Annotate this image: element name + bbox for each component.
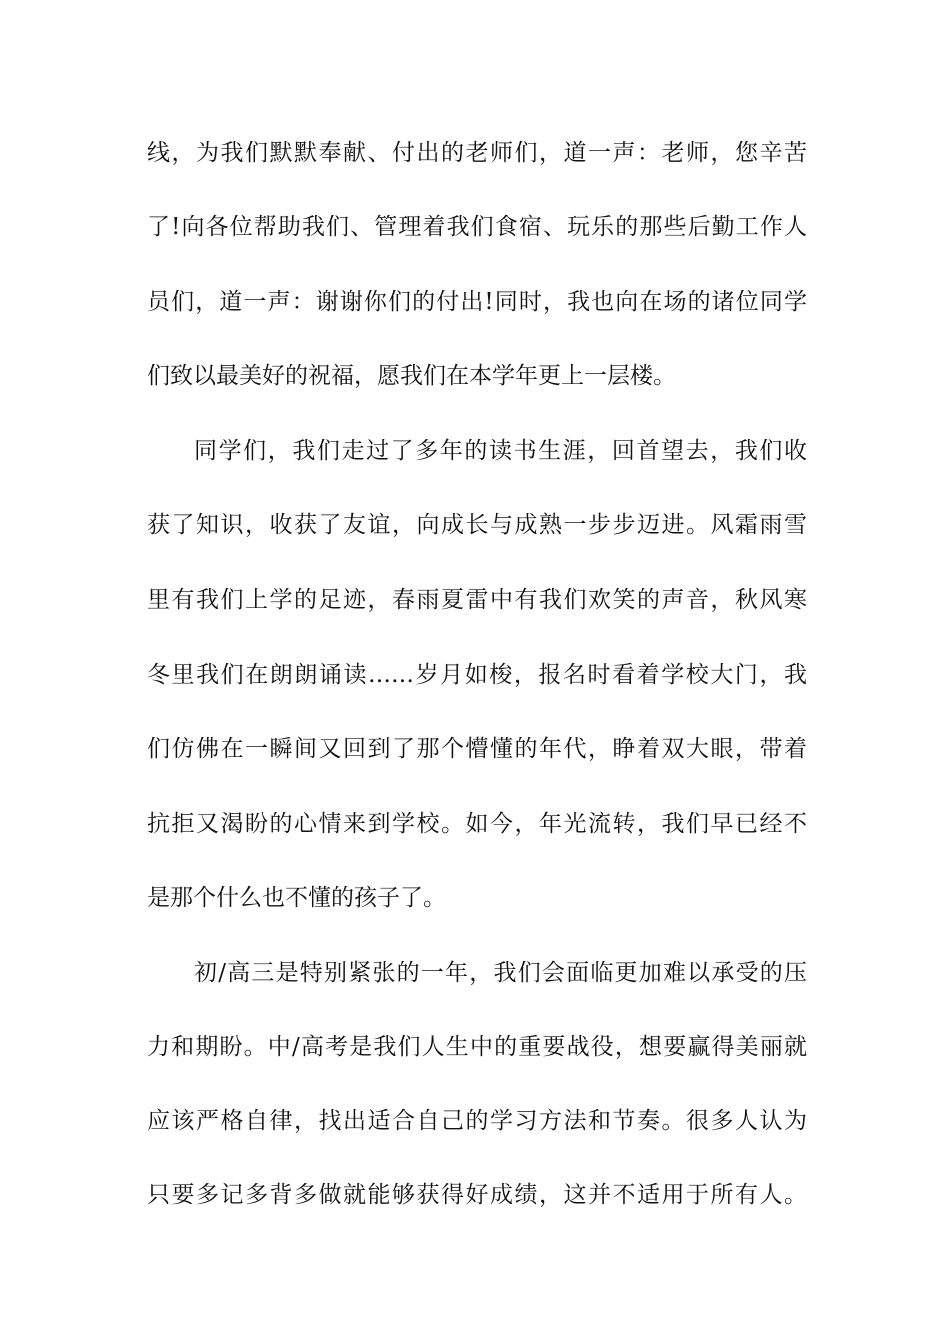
- paragraph-first-line: 同学们，我们走过了多年的读书生涯，回首望去，我们收: [194, 438, 807, 464]
- text-line: 只要多记多背多做就能够获得好成绩，这并不适用于所有人。: [147, 1182, 807, 1208]
- text-line: 力和期盼。中/高考是我们人生中的重要战役，想要赢得美丽就: [147, 1034, 807, 1060]
- text-line: 应该严格自律，找出适合自己的学习方法和节奏。很多人认为: [147, 1108, 807, 1134]
- text-line: 线，为我们默默奉献、付出的老师们，道一声：老师，您辛苦: [147, 140, 807, 166]
- text-line: 抗拒又渴盼的心情来到学校。如今，年光流转，我们早已经不: [147, 811, 807, 837]
- text-line: 们致以最美好的祝福，愿我们在本学年更上一层楼。: [147, 363, 676, 389]
- text-line: 里有我们上学的足迹，春雨夏雷中有我们欢笑的声音，秋风寒: [147, 587, 807, 613]
- text-line: 冬里我们在朗朗诵读……岁月如梭，报名时看着学校大门，我: [147, 662, 807, 688]
- text-line: 员们，道一声：谢谢你们的付出!同时，我也向在场的诸位同学: [147, 289, 807, 315]
- text-line: 们仿佛在一瞬间又回到了那个懵懂的年代，睁着双大眼，带着: [147, 736, 807, 762]
- paragraph-first-line: 初/高三是特别紧张的一年，我们会面临更加难以承受的压: [194, 960, 807, 986]
- text-line: 了!向各位帮助我们、管理着我们食宿、玩乐的那些后勤工作人: [147, 214, 807, 240]
- text-line: 是那个什么也不懂的孩子了。: [147, 885, 446, 911]
- text-line: 获了知识，收获了友谊，向成长与成熟一步步迈进。风霜雨雪: [147, 512, 807, 538]
